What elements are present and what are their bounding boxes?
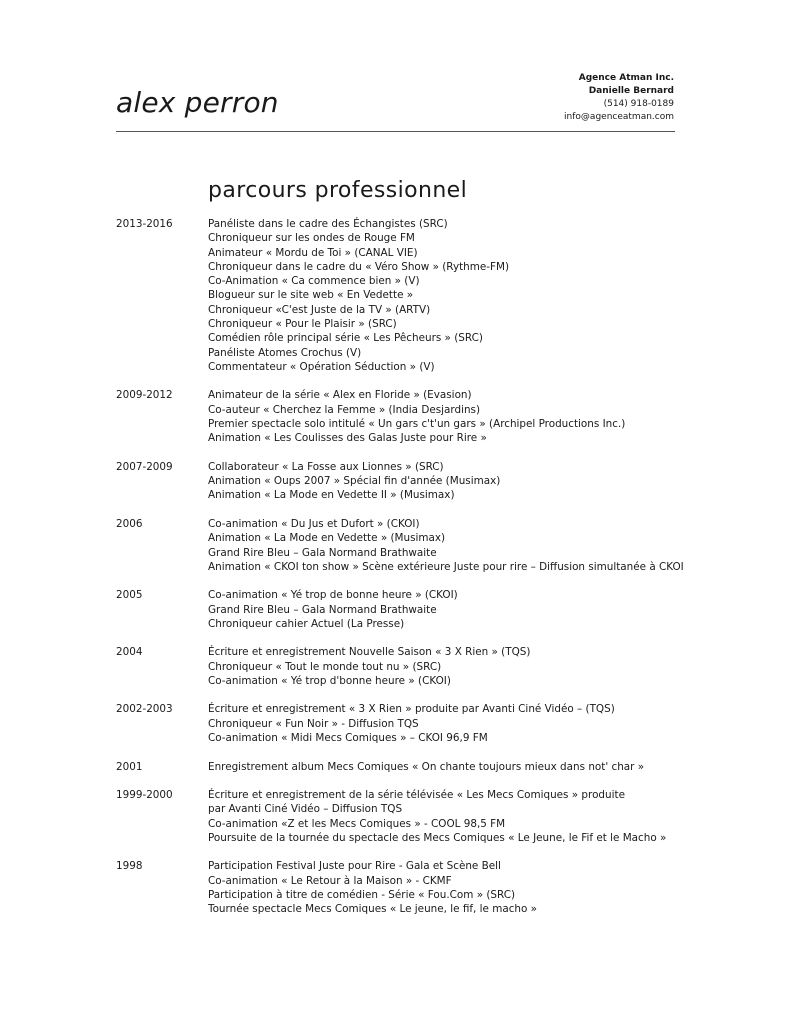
entry-lines bbox=[208, 788, 716, 845]
entry-line: Participation à titre de comédien - Série « Fou.Com » (SRC) bbox=[208, 888, 516, 901]
entry-year: 2013-2016 bbox=[116, 218, 173, 230]
entry-year: 2001 bbox=[116, 760, 143, 773]
entry-line: Co-animation « Le Retour à la Maison » - CKMF bbox=[208, 874, 452, 887]
career-entry bbox=[116, 760, 716, 774]
entry-year: 2009-2012 bbox=[116, 389, 173, 402]
entry-line: Animation « La Mode en Vedette II » (Musimax) bbox=[208, 489, 455, 502]
agency-contact-block bbox=[564, 72, 674, 124]
career-entry bbox=[116, 645, 716, 688]
entry-line: Co-animation « Midi Mecs Comiques » – CKOI 96,9 FM bbox=[208, 732, 488, 745]
entry-line: Chroniqueur sur les ondes de Rouge FM bbox=[208, 232, 415, 245]
agency-email: info@agenceatman.com bbox=[564, 112, 674, 122]
entry-lines bbox=[208, 859, 716, 916]
agency-agent: Danielle Bernard bbox=[588, 86, 674, 96]
career-entry bbox=[116, 588, 716, 631]
entry-year: 1998 bbox=[116, 860, 143, 873]
career-entry bbox=[116, 859, 716, 916]
entry-lines bbox=[208, 702, 716, 745]
entry-line: Co-Animation « Ca commence bien » (V) bbox=[208, 275, 420, 288]
entry-line: Co-animation « Du Jus et Dufort » (CKOI) bbox=[208, 517, 420, 530]
career-entry bbox=[116, 460, 716, 503]
entry-line: Blogueur sur le site web « En Vedette » bbox=[208, 289, 414, 302]
section-title: parcours professionnel bbox=[208, 178, 468, 203]
entry-line: par Avanti Ciné Vidéo – Diffusion TQS bbox=[208, 803, 403, 816]
career-entries-list bbox=[116, 217, 716, 931]
entry-line: Animateur « Mordu de Toi » (CANAL VIE) bbox=[208, 246, 418, 259]
entry-year: 1999-2000 bbox=[116, 789, 173, 801]
entry-year: 2004 bbox=[116, 646, 143, 659]
entry-line: Chroniqueur « Tout le monde tout nu » (SRC) bbox=[208, 660, 442, 673]
entry-line: Poursuite de la tournée du spectacle des Mecs Comiques « Le Jeune, le Fif et le Macho » bbox=[208, 831, 667, 844]
entry-line: Écriture et enregistrement Nouvelle Saison « 3 X Rien » (TQS) bbox=[208, 646, 531, 659]
entry-year: 2007-2009 bbox=[116, 460, 173, 473]
entry-line: Chroniqueur « Pour le Plaisir » (SRC) bbox=[208, 318, 397, 331]
entry-line: Participation Festival Juste pour Rire - Gala et Scène Bell bbox=[208, 860, 501, 873]
entry-year: 2002-2003 bbox=[116, 703, 173, 716]
entry-line: Animation « CKOI ton show » Scène extérieure Juste pour rire – Diffusion simultanée à CKOI bbox=[208, 560, 684, 573]
entry-line: Animation « Oups 2007 » Spécial fin d'année (Musimax) bbox=[208, 475, 501, 488]
entry-line: Panéliste Atomes Crochus (V) bbox=[208, 346, 362, 359]
entry-line: Co-animation « Yé trop de bonne heure » (CKOI) bbox=[208, 589, 458, 602]
entry-lines bbox=[208, 217, 716, 374]
entry-line: Animateur de la série « Alex en Floride » (Evasion) bbox=[208, 389, 472, 402]
entry-lines bbox=[208, 388, 716, 445]
career-entry bbox=[116, 702, 716, 745]
entry-line: Enregistrement album Mecs Comiques « On chante toujours mieux dans not' char » bbox=[208, 760, 645, 773]
entry-line: Chroniqueur cahier Actuel (La Presse) bbox=[208, 617, 405, 630]
career-entry bbox=[116, 388, 716, 445]
entry-lines bbox=[208, 460, 716, 503]
entry-line: Écriture et enregistrement « 3 X Rien » produite par Avanti Ciné Vidéo – (TQS) bbox=[208, 703, 615, 716]
entry-line: Co-animation «Z et les Mecs Comiques » - COOL 98,5 FM bbox=[208, 817, 506, 830]
entry-line: Animation « Les Coulisses des Galas Juste pour Rire » bbox=[208, 432, 487, 445]
entry-line: Co-auteur « Cherchez la Femme » (India Desjardins) bbox=[208, 403, 481, 416]
entry-year: 2006 bbox=[116, 517, 143, 530]
entry-lines bbox=[208, 588, 716, 631]
career-entry bbox=[116, 217, 716, 374]
entry-line: Chroniqueur « Fun Noir » - Diffusion TQS bbox=[208, 717, 419, 730]
entry-line: Premier spectacle solo intitulé « Un gars c't'un gars » (Archipel Productions Inc.) bbox=[208, 418, 626, 431]
agency-phone: (514) 918-0189 bbox=[603, 99, 674, 109]
header-divider bbox=[116, 131, 675, 132]
entry-line: Tournée spectacle Mecs Comiques « Le jeune, le fif, le macho » bbox=[208, 903, 538, 916]
entry-line: Animation « La Mode en Vedette » (Musimax) bbox=[208, 532, 446, 545]
entry-line: Collaborateur « La Fosse aux Lionnes » (SRC) bbox=[208, 460, 444, 473]
person-name: alex perron bbox=[116, 86, 279, 119]
entry-line: Panéliste dans le cadre des Échangistes (SRC) bbox=[208, 218, 448, 230]
career-entry bbox=[116, 788, 716, 845]
entry-lines bbox=[208, 760, 716, 774]
entry-line: Chroniqueur «C'est Juste de la TV » (ARTV) bbox=[208, 303, 431, 316]
career-entry bbox=[116, 517, 716, 574]
entry-year: 2005 bbox=[116, 589, 143, 602]
entry-line: Grand Rire Bleu – Gala Normand Brathwaite bbox=[208, 603, 437, 616]
entry-lines bbox=[208, 645, 716, 688]
agency-company: Agence Atman Inc. bbox=[578, 73, 674, 83]
entry-line: Grand Rire Bleu – Gala Normand Brathwaite bbox=[208, 546, 437, 559]
entry-lines bbox=[208, 517, 716, 574]
entry-line: Comédien rôle principal série « Les Pêcheurs » (SRC) bbox=[208, 332, 483, 345]
entry-line: Écriture et enregistrement de la série télévisée « Les Mecs Comiques » produite bbox=[208, 789, 625, 801]
entry-line: Chroniqueur dans le cadre du « Véro Show » (Rythme-FM) bbox=[208, 260, 510, 273]
entry-line: Commentateur « Opération Séduction » (V) bbox=[208, 360, 435, 373]
entry-line: Co-animation « Yé trop d'bonne heure » (CKOI) bbox=[208, 674, 451, 687]
